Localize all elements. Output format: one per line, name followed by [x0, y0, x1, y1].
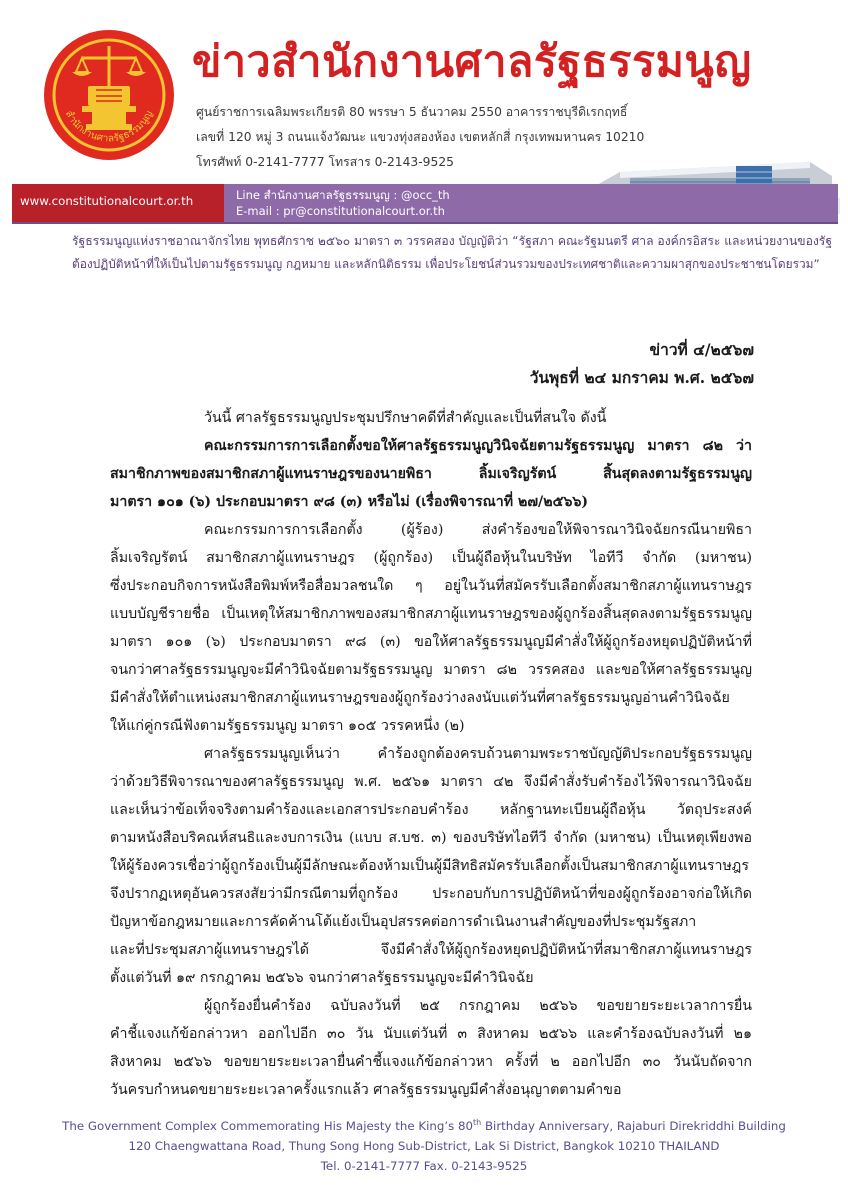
intro-line: วันนี้ ศาลรัฐธรรมนูญประชุมปรึกษาคดีที่สำคัญและเป็นที่สนใจ ดังนี้	[204, 410, 607, 426]
paragraph-line: จนกว่าศาลรัฐธรรมนูญจะมีคำวินิจฉัยตามรัฐธรรมนูญ มาตรา ๘๒ วรรคสอง และขอให้ศาลรัฐธรรมนูญ	[110, 662, 752, 678]
paragraph-line: จึงปรากฏเหตุอันควรสงสัยว่ามีกรณีตามที่ถูกร้อง ประกอบกับการปฏิบัติหน้าที่ของผู้ถูกร้องอาจก่อให้เกิด	[110, 886, 752, 902]
footer-text: Birthday Anniversary, Rajaburi Direkriddhi Building	[481, 1119, 786, 1133]
paragraph-line: แบบบัญชีรายชื่อ เป็นเหตุให้สมาชิกภาพของสมาชิกสภาผู้แทนราษฎรของผู้ถูกร้องสิ้นสุดลงตามรัฐธรรมนูญ	[110, 606, 752, 622]
paragraph-line: ผู้ถูกร้องยื่นคำร้อง ฉบับลงวันที่ ๒๕ กรกฎาคม ๒๕๖๖ ขอขยายระยะเวลาการยื่น	[204, 998, 752, 1014]
paragraph-line: คณะกรรมการการเลือกตั้ง (ผู้ร้อง) ส่งคำร้องขอให้พิจารณาวินิจฉัยกรณีนายพิธา	[204, 522, 752, 538]
website-link[interactable]: www.constitutionalcourt.or.th	[20, 194, 194, 208]
case-heading-line: คณะกรรมการการเลือกตั้งขอให้ศาลรัฐธรรมนูญวินิจฉัยตามรัฐธรรมนูญ มาตรา ๘๒ ว่า	[204, 438, 752, 454]
constitution-mandate-line-1: รัฐธรรมนูญแห่งราชอาณาจักรไทย พุทธศักราช ๒๕๖๐ มาตรา ๓ วรรคสอง บัญญัติว่า “รัฐสภา คณะรัฐมนตรี ศาล องค์กรอิสระ และหน่วยงานของรัฐ	[72, 234, 833, 248]
paragraph-line: ศาลรัฐธรรมนูญเห็นว่า คำร้องถูกต้องครบถ้วนตามพระราชบัญญัติประกอบรัฐธรรมนูญ	[204, 746, 752, 762]
letterhead-divider	[12, 222, 838, 224]
address-line-2: เลขที่ 120 หมู่ 3 ถนนแจ้งวัฒนะ แขวงทุ่งสองห้อง เขตหลักสี่ กรุงเทพมหานคร 10210	[196, 130, 645, 144]
case-heading-line: มาตรา ๑๐๑ (๖) ประกอบมาตรา ๙๘ (๓) หรือไม่ (เรื่องพิจารณาที่ ๒๗/๒๕๖๖)	[110, 494, 589, 510]
paragraph-line: สิงหาคม ๒๕๖๖ ขอขยายระยะเวลายื่นคำชี้แจงแก้ข้อกล่าวหา ครั้งที่ ๒ ออกไปอีก ๓๐ วันนับถัดจาก	[110, 1054, 752, 1070]
footer-phone-line: Tel. 0-2141-7777 Fax. 0-2143-9525	[320, 1159, 528, 1173]
email-contact[interactable]: E-mail : pr@constitutionalcourt.or.th	[236, 204, 445, 218]
news-number: ข่าวที่ ๔/๒๕๖๗	[649, 340, 754, 359]
news-date: วันพุธที่ ๒๔ มกราคม พ.ศ. ๒๕๖๗	[529, 368, 754, 387]
footer-superscript: th	[472, 1118, 482, 1128]
paragraph-line: มีคำสั่งให้ตำแหน่งสมาชิกสภาผู้แทนราษฎรของผู้ถูกร้องว่างลงนับแต่วันที่ศาลรัฐธรรมนูญอ่านคำวินิจฉัย	[110, 690, 730, 706]
paragraph-line: ปัญหาข้อกฎหมายและการคัดค้านโต้แย้งเป็นอุปสรรคต่อการดำเนินงานสำคัญของที่ประชุมรัฐสภา	[110, 914, 697, 930]
news-body	[110, 404, 752, 1104]
paragraph-line: ให้แก่คู่กรณีฟังตามรัฐธรรมนูญ มาตรา ๑๐๕ วรรคหนึ่ง (๒)	[110, 718, 465, 734]
line-contact: Line สำนักงานศาลรัฐธรรมนูญ : @occ_th	[236, 188, 450, 202]
paragraph-line: ซึ่งประกอบกิจการหนังสือพิมพ์หรือสื่อมวลชนใด ๆ อยู่ในวันที่สมัครรับเลือกตั้งสมาชิกสภาผู้แทนราษฎร	[110, 578, 752, 594]
emblem-icon	[42, 28, 176, 162]
paragraph-line: และเห็นว่าข้อเท็จจริงตามคำร้องและเอกสารประกอบคำร้อง หลักฐานทะเบียนผู้ถือหุ้น วัตถุประสงค์	[110, 802, 752, 818]
case-heading-line: สมาชิกภาพของสมาชิกสภาผู้แทนราษฎรของนายพิธา ลิ้มเจริญรัตน์ สิ้นสุดลงตามรัฐธรรมนูญ	[110, 466, 752, 482]
footer-address-line-2: 120 Chaengwattana Road, Thung Song Hong Sub-District, Lak Si District, Bangkok 10210 THAILAND	[128, 1139, 720, 1153]
paragraph-line: ตั้งแต่วันที่ ๑๙ กรกฎาคม ๒๕๖๖ จนกว่าศาลรัฐธรรมนูญจะมีคำวินิจฉัย	[110, 970, 534, 986]
court-emblem-logo	[42, 28, 176, 162]
constitution-mandate-line-2: ต้องปฏิบัติหน้าที่ให้เป็นไปตามรัฐธรรมนูญ กฎหมาย และหลักนิติธรรม เพื่อประโยชน์ส่วนรวมของประเทศชาติและความผาสุกของประชาชนโดยรวม”	[72, 257, 820, 271]
phone-fax-line: โทรศัพท์ 0-2141-7777 โทรสาร 0-2143-9525	[196, 155, 454, 169]
paragraph-line: วันครบกำหนดขยายระยะเวลาครั้งแรกแล้ว ศาลรัฐธรรมนูญมีคำสั่งอนุญาตตามคำขอ	[110, 1082, 622, 1098]
paragraph-line: ว่าด้วยวิธีพิจารณาของศาลรัฐธรรมนูญ พ.ศ. ๒๕๖๑ มาตรา ๔๒ จึงมีคำสั่งรับคำร้องไว้พิจารณาวินิจฉัย	[110, 774, 752, 790]
address-line-1: ศูนย์ราชการเฉลิมพระเกียรติ 80 พรรษา 5 ธันวาคม 2550 อาคารราชบุรีดิเรกฤทธิ์	[196, 105, 628, 119]
paragraph-line: และที่ประชุมสภาผู้แทนราษฎรได้ จึงมีคำสั่งให้ผู้ถูกร้องหยุดปฏิบัติหน้าที่สมาชิกสภาผู้แทนราษฎร	[110, 942, 752, 958]
paragraph-line: มาตรา ๑๐๑ (๖) ประกอบมาตรา ๙๘ (๓) ขอให้ศาลรัฐธรรมนูญมีคำสั่งให้ผู้ถูกร้องหยุดปฏิบัติหน้าที่	[110, 634, 752, 650]
footer-text: The Government Complex Commemorating His Majesty the King’s 80	[62, 1119, 473, 1133]
emblem-caption: สำนักงานศาลรัฐธรรมนูญ	[62, 108, 156, 145]
footer-address-line-1	[0, 1119, 848, 1133]
paragraph-line: ลิ้มเจริญรัตน์ สมาชิกสภาผู้แทนราษฎร (ผู้ถูกร้อง) เป็นผู้ถือหุ้นในบริษัท ไอทีวี จำกัด (มหาชน)	[110, 550, 752, 566]
paragraph-line: ให้ผู้ร้องควรเชื่อว่าผู้ถูกร้องเป็นผู้มีลักษณะต้องห้ามเป็นผู้มีสิทธิสมัครรับเลือกตั้งเป็นสมาชิกสภาผู้แทนราษฎร	[110, 858, 749, 874]
letterhead-title: ข่าวสำนักงานศาลรัฐธรรมนูญ	[192, 37, 752, 87]
paragraph-line: ตามหนังสือบริคณห์สนธิและงบการเงิน (แบบ ส.บช. ๓) ของบริษัทไอทีวี จำกัด (มหาชน) เป็นเหตุเพียงพอ	[110, 830, 752, 846]
paragraph-line: คำชี้แจงแก้ข้อกล่าวหา ออกไปอีก ๓๐ วัน นับแต่วันที่ ๓ สิงหาคม ๒๕๖๖ และคำร้องฉบับลงวันที่ ๒๑	[110, 1026, 752, 1042]
